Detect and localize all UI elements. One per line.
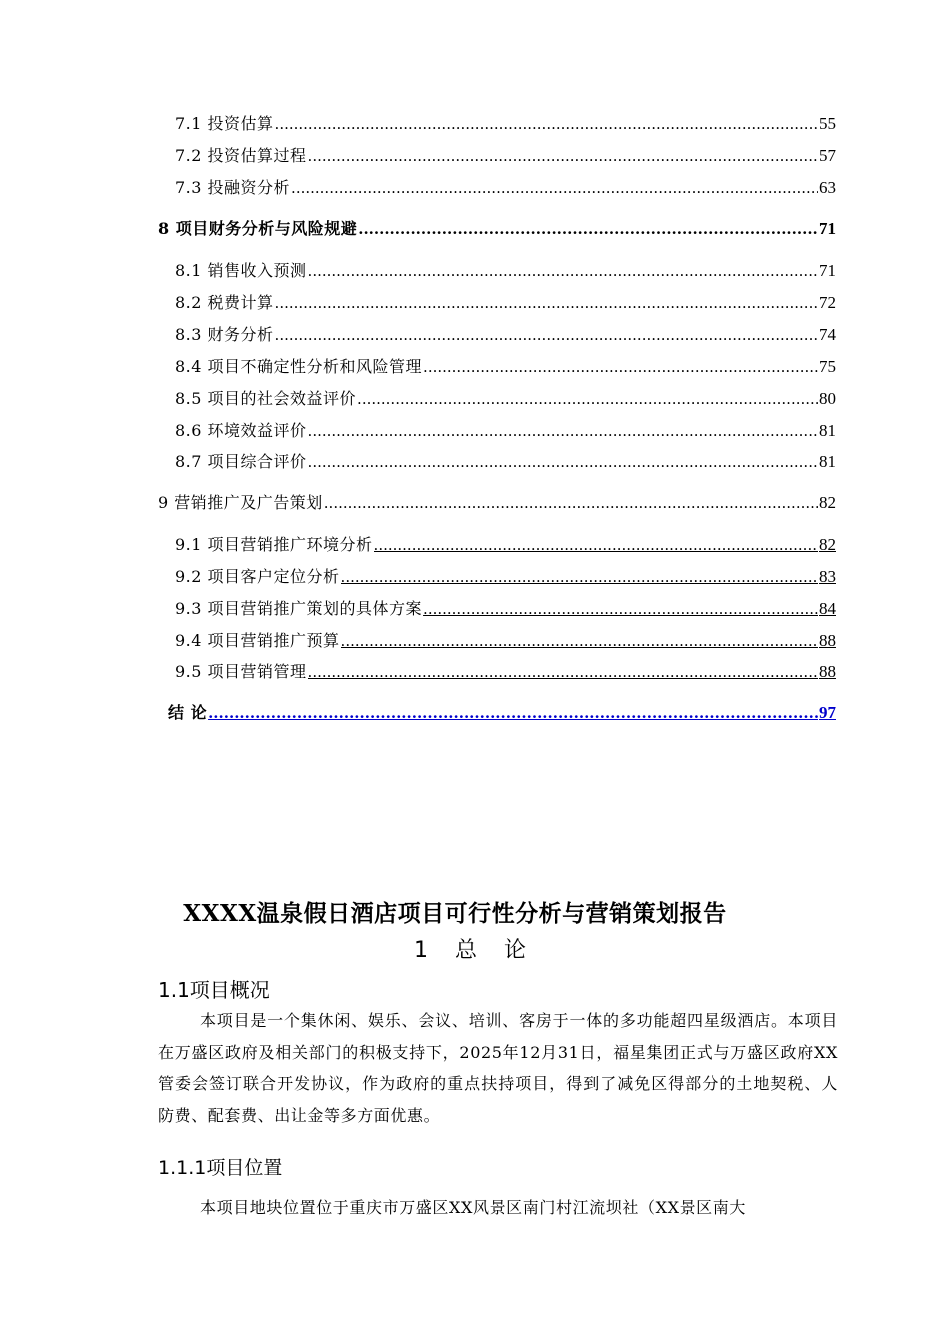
toc-leader-dots [275,324,818,346]
toc-entry-label: 8.3 财务分析 [175,325,274,344]
toc-page-number: 74 [819,325,836,344]
toc-leader-dots [341,630,818,652]
toc-page-number: 88 [819,631,836,650]
subsection-heading: 1.1.1项目位置 [158,1157,283,1179]
toc-entry [175,177,836,199]
toc-leader-dots [324,492,818,514]
toc-entry [175,292,836,314]
toc-entry-label: 8.4 项目不确定性分析和风险管理 [175,357,423,376]
toc-page-number: 82 [819,535,836,554]
section-heading: 1.1项目概况 [158,978,270,1002]
toc-leader-dots [308,661,818,683]
document-title: XXXX温泉假日酒店项目可行性分析与营销策划报告 [183,900,727,927]
toc-leader-dots [357,388,818,410]
toc-entry-label: 9.3 项目营销推广策划的具体方案 [175,599,423,618]
toc-entry [158,218,836,240]
toc-page-number: 81 [819,452,836,471]
toc-page-number: 88 [819,662,836,681]
toc-entry[interactable] [175,661,836,683]
toc-entry [175,113,836,135]
toc-page-number: 55 [819,114,836,133]
toc-entry [175,451,836,473]
toc-entry-label: 结 论 [168,703,208,722]
toc-leader-dots [291,177,818,199]
toc-page-number: 71 [819,219,836,238]
toc-entry [175,145,836,167]
toc-leader-dots [341,566,818,588]
toc-page-number: 72 [819,293,836,312]
toc-entry-label: 8.1 销售收入预测 [175,261,307,280]
toc-entry-label: 8 项目财务分析与风险规避 [158,219,358,238]
toc-leader-dots [275,292,818,314]
toc-entry [175,388,836,410]
toc-entry-label: 7.1 投资估算 [175,114,274,133]
toc-entry-label: 8.7 项目综合评价 [175,452,307,471]
toc-page-number: 97 [819,703,836,722]
toc-entry[interactable] [175,598,836,620]
toc-entry-label: 8.2 税费计算 [175,293,274,312]
toc-page-number: 84 [819,599,836,618]
toc-leader-dots [423,598,818,620]
toc-entry[interactable] [175,534,836,556]
toc-entry-label: 9.4 项目营销推广预算 [175,631,340,650]
toc-entry [175,324,836,346]
toc-page-number: 82 [819,493,836,512]
toc-entry-label: 8.6 环境效益评价 [175,421,307,440]
subsection-paragraph: 本项目地块位置位于重庆市万盛区XX风景区南门村江流坝社（XX景区南大 [200,1198,746,1217]
toc-page-number: 71 [819,261,836,280]
toc-entry-label: 9.5 项目营销管理 [175,662,307,681]
toc-entry [175,260,836,282]
toc-leader-dots [358,218,818,240]
toc-leader-dots [208,702,818,724]
toc-leader-dots [308,451,818,473]
toc-leader-dots [423,356,818,378]
toc-leader-dots [308,145,818,167]
toc-entry-label: 8.5 项目的社会效益评价 [175,389,357,408]
chapter-heading: 1 总 论 [414,938,536,963]
toc-page-number: 83 [819,567,836,586]
toc-entry[interactable] [175,566,836,588]
toc-page-number: 75 [819,357,836,376]
toc-page-number: 63 [819,178,836,197]
toc-page-number: 81 [819,421,836,440]
toc-entry-label: 9.1 项目营销推广环境分析 [175,535,373,554]
toc-entry [158,492,836,514]
toc-entry[interactable] [168,702,836,724]
toc-entry-label: 9 营销推广及广告策划 [158,493,323,512]
toc-leader-dots [308,260,818,282]
toc-page-number: 80 [819,389,836,408]
toc-entry [175,356,836,378]
section-paragraph: 本项目是一个集休闲、娱乐、会议、培训、客房于一体的多功能超四星级酒店。本项目在万盛区政府及相关部门的积极支持下，2025年12月31日，福星集团正式与万盛区政府XX管委会签订联合开发协议，作为政府的重点扶持项目，得到了减免区得部分的土地契税、人防费、配套费、出让金等多方面优惠。 [158,1011,838,1125]
toc-entry[interactable] [175,630,836,652]
toc-page-number: 57 [819,146,836,165]
toc-entry-label: 9.2 项目客户定位分析 [175,567,340,586]
toc-leader-dots [374,534,818,556]
toc-leader-dots [308,420,818,442]
toc-entry-label: 7.3 投融资分析 [175,178,291,197]
toc-leader-dots [275,113,818,135]
toc-entry-label: 7.2 投资估算过程 [175,146,307,165]
toc-entry [175,420,836,442]
